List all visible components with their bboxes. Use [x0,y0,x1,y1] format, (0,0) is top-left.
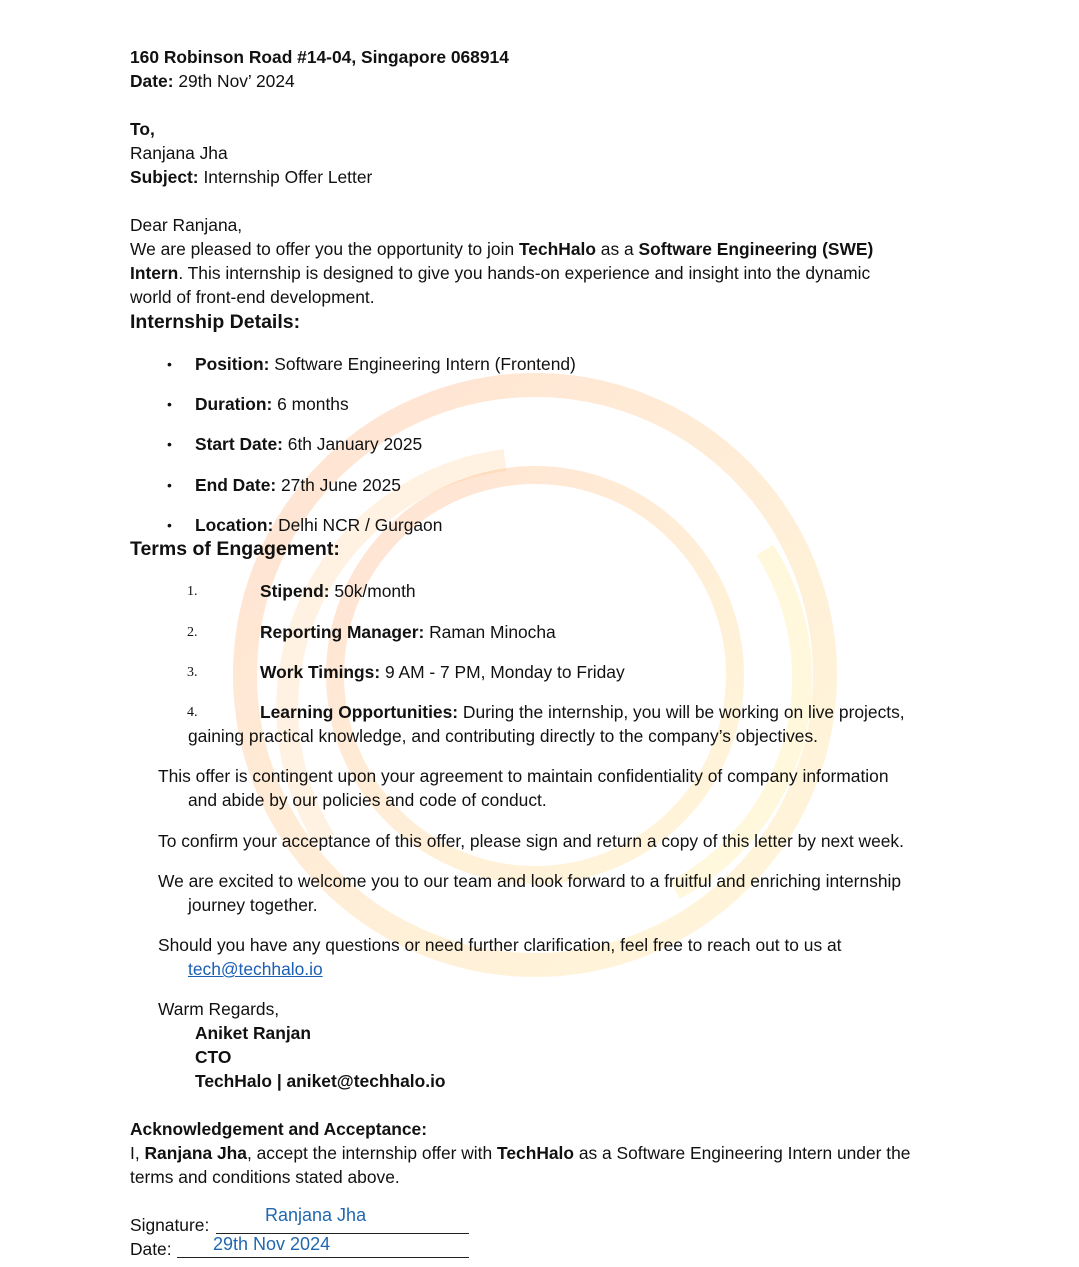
signatory-company-email: TechHalo | aniket@techhalo.io [195,1071,446,1091]
term-number: 3. [187,665,198,680]
acceptance-date-field[interactable]: 29th Nov 2024 [213,1234,331,1254]
signature-label: Signature: [130,1215,210,1235]
contingent-line-1: This offer is contingent upon your agreement to maintain confidentiality of company information [158,766,889,786]
bullet-icon: • [167,477,172,493]
terms-heading: Terms of Engagement: [130,538,340,560]
acceptance-line-2: terms and conditions stated above. [130,1167,400,1187]
term-number: 1. [187,584,198,599]
internship-details-heading: Internship Details: [130,311,301,333]
warm-regards: Warm Regards, [158,999,280,1019]
term-learning: Learning Opportunities: During the internship, you will be working on live projects, [260,702,905,722]
bullet-icon: • [167,517,172,533]
detail-start-date: Start Date: 6th January 2025 [195,434,423,454]
detail-duration: Duration: 6 months [195,394,349,414]
greeting: Dear Ranjana, [130,215,243,235]
acceptance-line-1: I, Ranjana Jha, accept the internship offer with TechHalo as a Software Engineering Intern under the [130,1143,911,1163]
intro-line-3: world of front-end development. [130,287,375,307]
to-label: To, [130,119,155,139]
acceptance-date-label: Date: [130,1239,172,1259]
date-underline [177,1257,469,1258]
signatory-title: CTO [195,1047,232,1067]
detail-position: Position: Software Engineering Intern (Frontend) [195,354,576,374]
questions-paragraph: Should you have any questions or need further clarification, feel free to reach out to us at [158,935,842,955]
intro-line-1: We are pleased to offer you the opportunity to join TechHalo as a Software Engineering (SWE) [130,239,874,259]
excited-line-2: journey together. [188,895,318,915]
bullet-icon: • [167,396,172,412]
signature-field[interactable]: Ranjana Jha [265,1205,367,1225]
email-link[interactable]: tech@techhalo.io [188,959,323,979]
detail-location: Location: Delhi NCR / Gurgaon [195,515,443,535]
recipient-name: Ranjana Jha [130,143,228,163]
detail-end-date: End Date: 27th June 2025 [195,475,401,495]
term-stipend: Stipend: 50k/month [260,581,416,601]
term-number: 4. [187,705,198,720]
bullet-icon: • [167,436,172,452]
intro-line-2: Intern. This internship is designed to give you hands-on experience and insight into the dynamic [130,263,871,283]
term-work-timings: Work Timings: 9 AM - 7 PM, Monday to Friday [260,662,625,682]
company-address: 160 Robinson Road #14-04, Singapore 068914 [130,47,509,67]
term-learning-continued: gaining practical knowledge, and contributing directly to the company’s objectives. [188,726,818,746]
confirm-paragraph: To confirm your acceptance of this offer, please sign and return a copy of this letter by next week. [158,831,904,851]
term-number: 2. [187,625,198,640]
subject-line: Subject: Internship Offer Letter [130,167,373,187]
excited-line-1: We are excited to welcome you to our team and look forward to a fruitful and enriching internship [158,871,902,891]
acceptance-heading: Acknowledgement and Acceptance: [130,1119,427,1139]
letter-date: Date: 29th Nov’ 2024 [130,71,295,91]
signatory-name: Aniket Ranjan [195,1023,311,1043]
bullet-icon: • [167,356,172,372]
contingent-line-2: and abide by our policies and code of conduct. [188,790,547,810]
term-reporting-manager: Reporting Manager: Raman Minocha [260,622,556,642]
